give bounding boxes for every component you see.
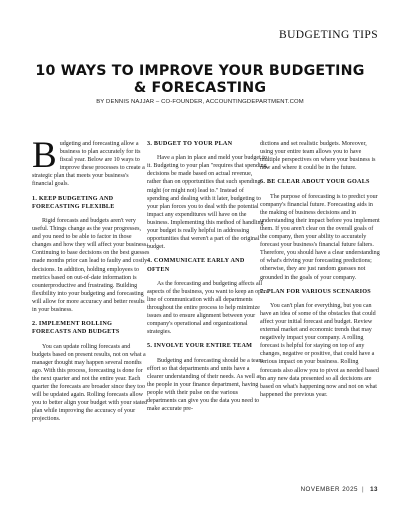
page-number: 13: [370, 486, 378, 493]
heading-tip-2: 2. IMPLEMENT ROLLING FORECASTS AND BUDGETS: [32, 321, 120, 336]
paragraph-tip-2: You can update rolling forecasts and budgets based on present results, not on what a manager thought may happen several months ago. With this process, forecasting is done for the next quarter and not the entire year. Each quarter the forecasts are broader since they too will be updated again. Rolling forecasts allow you to better align your budget with your stated plan while improving the accuracy of your projections.: [32, 343, 148, 423]
column-3: [260, 140, 380, 405]
paragraph-tip-3: Have a plan in place and meld your budget to it. Budgeting to your plan "requires that spending decisions be made based on actual revenue, rather than on opportunities that such spending might (or might not) lead to." Instead of spending and dealing with it later, budgeting to your plan forces you to deal with the potential impact any expenditures will have on the business. Implementing this method of handling your budget is really helpful in addressing opportunities that weren't a part of the original budget.: [147, 155, 267, 251]
heading-tip-6: 6. BE CLEAR ABOUT YOUR GOALS: [260, 179, 370, 186]
article-title: [0, 63, 400, 96]
paragraph-tip-5: Budgeting and forecasting should be a team effort so that departments and units have a clearer understanding of their needs. As well as the people in your finance department, having people with their pulse on the various departments can give you the data you need to make accurate pre-: [147, 357, 264, 413]
issue-date: NOVEMBER 2025: [300, 486, 358, 493]
intro-paragraph: [32, 135, 150, 189]
heading-tip-1: 1. KEEP BUDGETING AND FORECASTING FLEXIBLE: [32, 195, 115, 210]
paragraph-tip-4: As the forecasting and budgeting affects all aspects of the business, you want to keep an open line of communication with all departments throughout the entire process to help minimize issues and to ensure alignment between your company's operational and organizational strategies.: [147, 280, 267, 336]
intro-text: udgeting and forecasting allow a business to plan accurately for its fiscal year. Below are 10 ways to improve these processes to create a strategic plan that meets your business's financial goals.: [32, 141, 145, 188]
paragraph-tip-1: Rigid forecasts and budgets aren't very useful. Things change as the year progresses, and you need to be able to factor in those changes and how they will affect your business. Continuing to base decisions on the best guesses made months prior can lead to faulty and costly decisions. In addition, holding employees to metrics based on out-of-date information is counterproductive and frustrating. Building flexibility into your budgeting and forecasting will allow for more accuracy and better results in your business.: [32, 217, 150, 313]
heading-tip-3: 3. BUDGET TO YOUR PLAN: [147, 141, 233, 147]
article-title-line-1: 10 WAYS TO IMPROVE YOUR BUDGETING: [35, 63, 365, 79]
heading-tip-5: 5. INVOLVE YOUR ENTIRE TEAM: [147, 343, 253, 350]
page-footer: [301, 486, 378, 493]
paragraph-tip-5-continued: dictions and set realistic budgets. Moreover, using your entire team allows you to have multiple perspectives on where your business is now and where it could be in the future.: [260, 141, 376, 172]
column-2: [147, 140, 267, 419]
footer-separator: |: [362, 486, 365, 493]
heading-tip-4: 4. COMMUNICATE EARLY AND OFTEN: [147, 258, 245, 273]
byline: BY DENNIS NAJJAR – CO-FOUNDER, ACCOUNTINGDEPARTMENT.COM: [96, 99, 304, 105]
paragraph-tip-7: You can't plan for everything, but you can have an idea of some of the obstacles that could affect your initial forecast and budget. Review external market and economic trends that may negatively impact your company. A rolling forecast is helpful for staying on top of any changes, negative or positive, that could have a serious impact on your business. Rolling forecasts also allow you to pivot as needed based on any new data presented so all decisions are based on what's happening now and not on what happened the previous year.: [260, 302, 379, 398]
column-1: [32, 135, 150, 429]
section-tag: BUDGETING TIPS: [279, 29, 378, 41]
heading-tip-7: 7. PLAN FOR VARIOUS SCENARIOS: [260, 288, 371, 295]
drop-cap: B: [32, 135, 57, 176]
paragraph-tip-6: The purpose of forecasting is to predict your company's financial future. Forecasting aids in the making of business decisions and in understanding their impact before you implement them. If you aren't clear on the overall goals of the company, then your ability to accurately forecast your business's financial future falters. Therefore, you should have a clear understanding of what's driving your forecasting predictions; otherwise, they are just random guesses not grounded in the goals of your company.: [260, 193, 380, 281]
article-title-line-2: & FORECASTING: [133, 79, 267, 96]
